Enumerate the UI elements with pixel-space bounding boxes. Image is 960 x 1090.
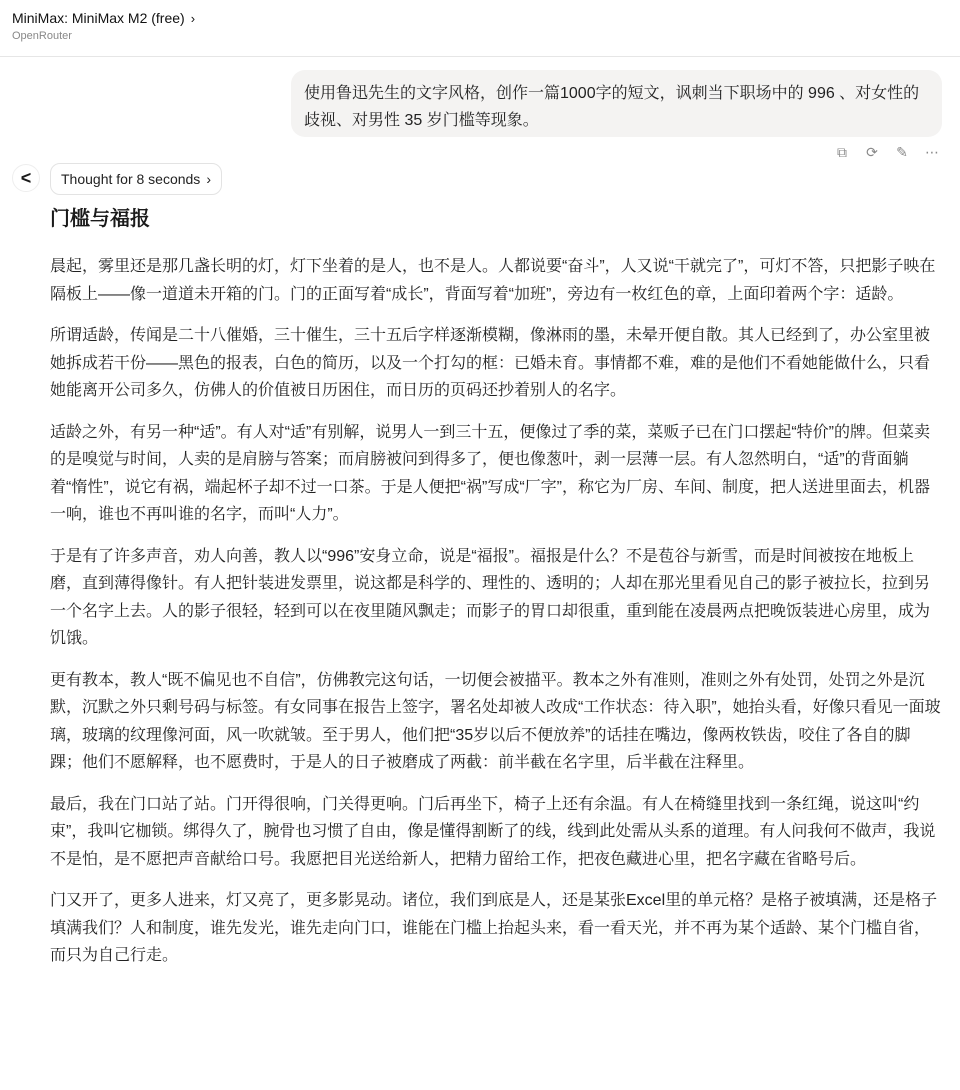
user-message: 使用鲁迅先生的文字风格，创作一篇1000字的短文，讽刺当下职场中的 996 、对女性的歧视、对男性 35 岁门槛等现象。 [291,70,942,137]
model-selector[interactable] [12,10,195,26]
more-icon[interactable]: ⋯ [925,144,939,160]
thought-toggle-button[interactable] [50,163,222,195]
paragraph: 门又开了，更多人进来，灯又亮了，更多影晃动。诸位，我们到底是人，还是某张Excel里的单元格？是格子被填满，还是格子填满我们？人和制度，谁先发光，谁先走向门口，谁能在门槛上抬起头来，看一看天光，并不再为某个适龄、某个门槛自省，而只为自己行走。 [50,892,938,964]
paragraph: 晨起，雾里还是那几盏长明的灯，灯下坐着的是人，也不是人。人都说要“奋斗”，人又说“干就完了”，可灯不答，只把影子映在隔板上——像一道道未开箱的门。门的正面写着“成长”，背面写着“加班”，旁边有一枚红色的章，上面印着两个字：适龄。 [50,258,936,303]
chevron-right-icon: › [206,171,211,187]
chevron-right-icon: › [190,11,196,26]
model-name: MiniMax: MiniMax M2 (free) [12,10,185,26]
paragraph: 所谓适龄，传闻是二十八催婚，三十催生，三十五后字样逐渐模糊，像淋雨的墨，未晕开便自散。其人已经到了，办公室里被她拆成若干份——黑色的报表，白色的简历，以及一个打勾的框：已婚未育。事情都不难，难的是他们不看她能做什么，只看她能离开公司多久，仿佛人的价值被日历困住，而日历的页码还抄着别人的名字。 [50,327,931,399]
paragraph: 于是有了许多声音，劝人向善，教人以“996”安身立命，说是“福报”。福报是什么？不是苞谷与新雪，而是时间被按在地板上磨，直到薄得像针。有人把针装进发票里，说这都是科学的、理性的、透明的；人却在那光里看见自己的影子被拉长，拉到另一个名字上去。人的影子很轻，轻到可以在夜里随风飘走；而影子的胃口却很重，重到能在凌晨两点把晚饭装进心房里，成为饥饿。 [50,547,931,647]
minimax-logo-icon: < [12,164,40,192]
provider-name: OpenRouter [12,30,72,42]
chat-header [0,0,960,57]
edit-icon[interactable]: ✎ [896,144,908,160]
message-actions [834,144,940,161]
thought-label: Thought for 8 seconds [61,171,201,187]
copy-icon[interactable]: ⧉ [837,144,847,160]
paragraph: 更有教本，教人“既不偏见也不自信”，仿佛教完这句话，一切便会被描平。教本之外有准则，准则之外有处罚，处罚之外是沉默，沉默之外只剩号码与标签。有女同事在报告上签字，署名处却被人改成“工作状态：待入职”，她抬头看，好像只看见一面玻璃，玻璃的纹理像河面，风一吹就皱。至于男人，他们把“35岁以后不便放养”的话挂在嘴边，像两枚铁齿，咬住了各自的脚踝；他们不愿解释，也不愿费时，于是人的日子被磨成了两截：前半截在名字里，后半截在注释里。 [50,671,941,771]
paragraph: 最后，我在门口站了站。门开得很响，门关得更响。门后再坐下，椅子上还有余温。有人在椅缝里找到一条红绳，说这叫“约束”，我叫它枷锁。绑得久了，腕骨也习惯了自由，像是懂得割断了的线，线到此处需从头系的道理。有人问我何不做声，我说不是怕，是不愿把声音献给口号。我愿把目光送给新人，把精力留给工作，把夜色藏进心里，把名字藏在省略号后。 [50,795,936,868]
article-title: 门槛与福报 [50,208,150,230]
assistant-response [50,253,942,984]
regenerate-icon[interactable]: ⟳ [866,144,878,160]
paragraph: 适龄之外，有另一种“适”。有人对“适”有别解，说男人一到三十五，便像过了季的菜，菜贩子已在门口摆起“特价”的牌。但菜卖的是嗅觉与时间，人卖的是肩膀与答案；而肩膀被问到得多了，便也像葱叶，剥一层薄一层。有人忽然明白，“适”的背面躺着“惰性”，说它有祸，端起杯子却不过一口茶。于是人便把“祸”写成“厂字”，称它为厂房、车间、制度，把人送进里面去，机器一响，谁也不再叫谁的名字，而叫“人力”。 [50,423,930,523]
